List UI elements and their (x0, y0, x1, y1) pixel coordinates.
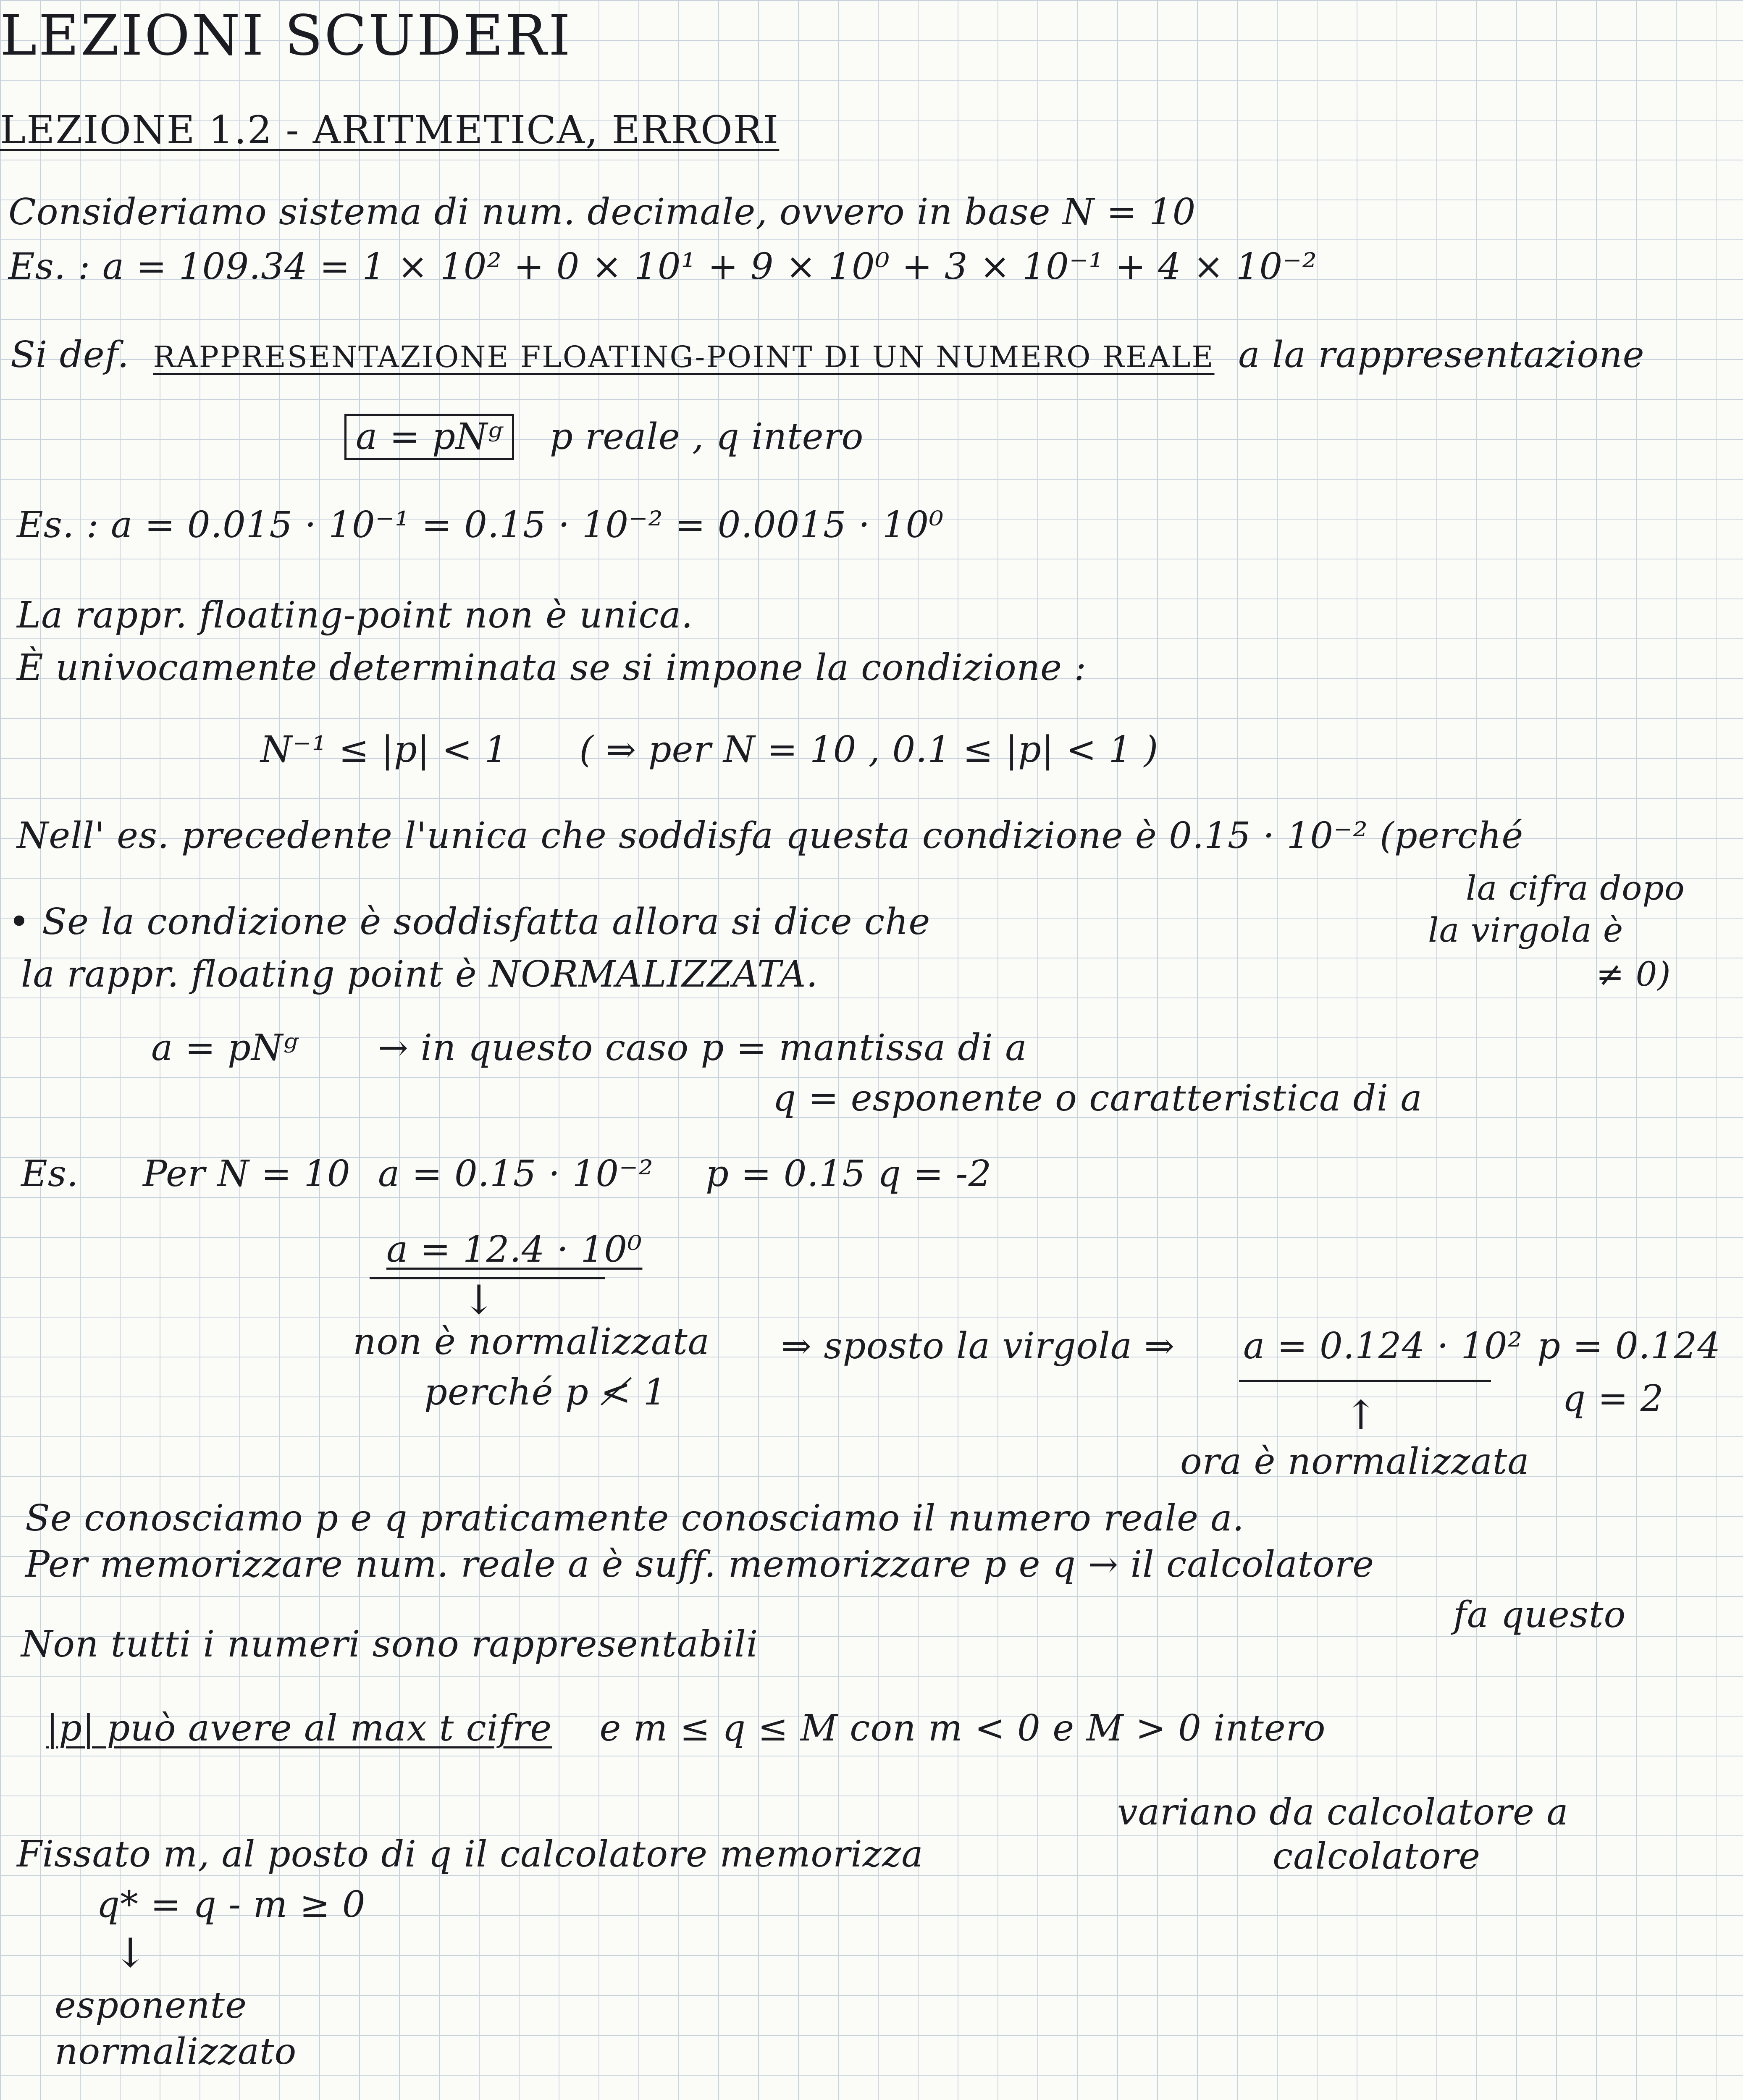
definition-example: Es. : a = 0.015 · 10⁻¹ = 0.15 · 10⁻² = 0.0015 · 10⁰ (17, 504, 944, 546)
side-note-1: la cifra dopo (1466, 869, 1685, 908)
storage-line-3: Non tutti i numeri sono rappresentabili (21, 1623, 759, 1665)
definition-term: RAPPRESENTAZIONE FLOATING-POINT DI UN NUMERO REALE (153, 340, 1215, 374)
float-formula-box: a = pNᵍ (344, 414, 514, 460)
vary-note-1: variano da calcolatore a (1117, 1791, 1569, 1833)
qstar-formula: q* = q - m ≥ 0 (97, 1884, 366, 1926)
exponent-range: e m ≤ q ≤ M con m < 0 e M > 0 intero (599, 1707, 1326, 1749)
example2-a3: a = 0.124 · 10² (1243, 1325, 1523, 1367)
digits-line (46, 1705, 1326, 1751)
uniqueness-line-3: Nell' es. precedente l'unica che soddisfa questa condizione è 0.15 · 10⁻² (perché (17, 815, 1524, 857)
uniqueness-line-4: • Se la condizione è soddisfatta allora si dice che (8, 901, 931, 943)
normalized-exponent-2: normalizzato (55, 2031, 297, 2073)
side-note-3: ≠ 0) (1596, 955, 1671, 994)
normalized-exponent-1: esponente (55, 1984, 247, 2026)
example2-p3: p = 0.124 (1537, 1325, 1721, 1367)
uniqueness-line-1: La rappr. floating-point non è unica. (17, 594, 693, 636)
example2-a2: a = 12.4 · 10⁰ (386, 1228, 643, 1270)
normalized-formula: a = pNᵍ (151, 1027, 298, 1069)
storage-line-1: Se conosciamo p e q praticamente conosciamo il numero reale a. (25, 1497, 1244, 1539)
intro-example: Es. : a = 109.34 = 1 × 10² + 0 × 10¹ + 9 × 10⁰ + 3 × 10⁻¹ + 4 × 10⁻² (8, 246, 1318, 288)
example2-q3: q = 2 (1562, 1378, 1664, 1420)
mantissa-definition: → in questo caso p = mantissa di a (378, 1027, 1027, 1069)
down-arrow-icon: ↓ (462, 1276, 496, 1323)
not-normalized-2: perché p ≮ 1 (424, 1371, 667, 1413)
example2-a3-rule (1239, 1380, 1491, 1382)
example2-pq1: p = 0.15 q = -2 (706, 1153, 992, 1195)
intro-line: Consideriamo sistema di num. decimale, ovvero in base N = 10 (8, 191, 1196, 233)
up-arrow-icon: ↑ (1344, 1392, 1378, 1439)
condition-formula: N⁻¹ ≤ |p| < 1 (260, 729, 508, 771)
example2-base: Per N = 10 (143, 1153, 351, 1195)
now-normalized: ora è normalizzata (1180, 1441, 1530, 1483)
normalization-condition (260, 727, 1158, 773)
uniqueness-line-5: la rappr. floating point è NORMALIZZATA. (21, 953, 818, 995)
condition-note: ( ⇒ per N = 10 , 0.1 ≤ |p| < 1 ) (579, 729, 1159, 771)
down-arrow-icon: ↓ (113, 1929, 147, 1977)
exponent-definition: q = esponente o caratteristica di a (773, 1077, 1423, 1119)
uniqueness-line-2: È univocamente determinata se si impone la condizione : (17, 647, 1087, 689)
definition-line (10, 332, 1645, 380)
example2-a1: a = 0.15 · 10⁻² (378, 1153, 654, 1195)
not-normalized-1: non è normalizzata (353, 1321, 710, 1363)
definition-suffix: a la rappresentazione (1238, 334, 1645, 376)
definition-prefix: Si def. (10, 334, 129, 376)
shift-comma: ⇒ sposto la virgola ⇒ (781, 1325, 1175, 1367)
example2-label: Es. (21, 1153, 79, 1195)
float-formula-note: p reale , q intero (549, 416, 864, 458)
side-note-2: la virgola è (1428, 911, 1624, 950)
storage-line-2: Per memorizzare num. reale a è suff. memorizzare p e q → il calcolatore (25, 1544, 1374, 1586)
definition-formula-line (344, 414, 864, 460)
storage-line-2b: fa questo (1453, 1594, 1626, 1636)
lesson-heading: LEZIONE 1.2 - ARITMETICA, ERRORI (0, 108, 780, 152)
max-digits: |p| può avere al max t cifre (46, 1707, 552, 1749)
page-title: LEZIONI SCUDERI (0, 3, 572, 68)
fixed-m-line: Fissato m, al posto di q il calcolatore memorizza (17, 1833, 924, 1875)
vary-note-2: calcolatore (1273, 1835, 1481, 1877)
